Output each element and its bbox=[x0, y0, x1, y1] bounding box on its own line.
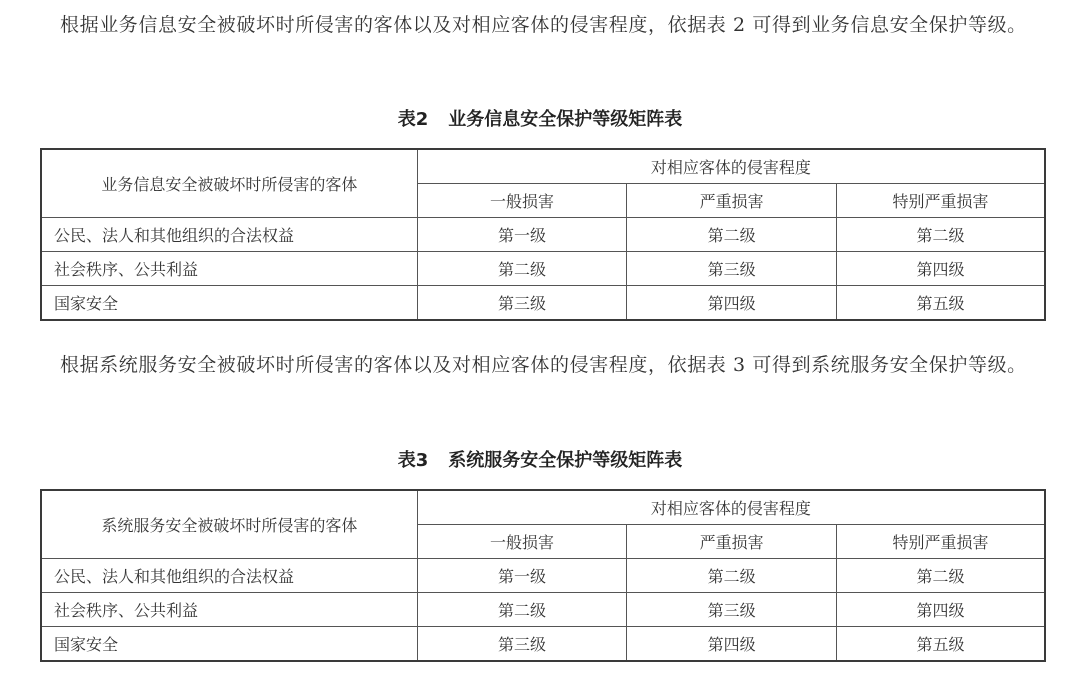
table3-caption-number: 表3 bbox=[397, 450, 429, 471]
table3-row-object: 社会秩序、公共利益 bbox=[41, 593, 417, 627]
table2-matrix bbox=[40, 148, 1046, 321]
table2-level-cell: 第一级 bbox=[417, 218, 627, 252]
table3-level-cell: 第四级 bbox=[627, 627, 837, 662]
table2-caption-number: 表2 bbox=[397, 109, 429, 130]
table2-degree-header: 对相应客体的侵害程度 bbox=[417, 149, 1045, 184]
table2-degree-serious: 严重损害 bbox=[627, 184, 837, 218]
table2-level-cell: 第二级 bbox=[417, 252, 627, 286]
table3-row-object: 国家安全 bbox=[41, 627, 417, 662]
table2-caption-title: 业务信息安全保护等级矩阵表 bbox=[448, 109, 683, 130]
table3-level-cell: 第二级 bbox=[836, 559, 1045, 593]
table3-level-cell: 第二级 bbox=[627, 559, 837, 593]
table2-level-cell: 第五级 bbox=[836, 286, 1045, 321]
table3-row-object: 公民、法人和其他组织的合法权益 bbox=[41, 559, 417, 593]
table2-level-cell: 第三级 bbox=[627, 252, 837, 286]
table2-degree-especially-serious: 特别严重损害 bbox=[836, 184, 1045, 218]
table3-degree-header: 对相应客体的侵害程度 bbox=[417, 490, 1045, 525]
table2-header-row bbox=[41, 149, 1045, 184]
cropped-edge-text bbox=[905, 670, 934, 688]
table2-degree-general: 一般损害 bbox=[417, 184, 627, 218]
table3-caption-title: 系统服务安全保护等级矩阵表 bbox=[448, 450, 683, 471]
table2-object-header: 业务信息安全被破坏时所侵害的客体 bbox=[41, 149, 417, 218]
table2-level-cell: 第四级 bbox=[627, 286, 837, 321]
table3-degree-especially-serious: 特别严重损害 bbox=[836, 525, 1045, 559]
table3-header-row bbox=[41, 490, 1045, 525]
table-row bbox=[41, 286, 1045, 321]
table-row bbox=[41, 627, 1045, 662]
table-row bbox=[41, 252, 1045, 286]
table3-level-cell: 第一级 bbox=[417, 559, 627, 593]
table2-level-cell: 第二级 bbox=[836, 218, 1045, 252]
table-row bbox=[41, 218, 1045, 252]
table2-row-object: 社会秩序、公共利益 bbox=[41, 252, 417, 286]
table2-caption bbox=[0, 105, 1080, 131]
table2-level-cell: 第四级 bbox=[836, 252, 1045, 286]
table3-level-cell: 第三级 bbox=[627, 593, 837, 627]
table3-object-header: 系统服务安全被破坏时所侵害的客体 bbox=[41, 490, 417, 559]
table3-level-cell: 第五级 bbox=[836, 627, 1045, 662]
table3-level-cell: 第三级 bbox=[417, 627, 627, 662]
table-row bbox=[41, 559, 1045, 593]
table3-level-cell: 第二级 bbox=[417, 593, 627, 627]
table2-level-cell: 第二级 bbox=[627, 218, 837, 252]
paragraph-business-info: 根据业务信息安全被破坏时所侵害的客体以及对相应客体的侵害程度，依据表 2 可得到业务信息安全保护等级。 bbox=[60, 14, 1027, 36]
paragraph-system-service: 根据系统服务安全被破坏时所侵害的客体以及对相应客体的侵害程度，依据表 3 可得到系统服务安全保护等级。 bbox=[60, 354, 1027, 376]
table3-degree-serious: 严重损害 bbox=[627, 525, 837, 559]
table3-degree-general: 一般损害 bbox=[417, 525, 627, 559]
table-row bbox=[41, 593, 1045, 627]
table3-level-cell: 第四级 bbox=[836, 593, 1045, 627]
table2-row-object: 公民、法人和其他组织的合法权益 bbox=[41, 218, 417, 252]
table3-caption bbox=[0, 446, 1080, 472]
table2-row-object: 国家安全 bbox=[41, 286, 417, 321]
table3-matrix bbox=[40, 489, 1046, 662]
table2-level-cell: 第三级 bbox=[417, 286, 627, 321]
